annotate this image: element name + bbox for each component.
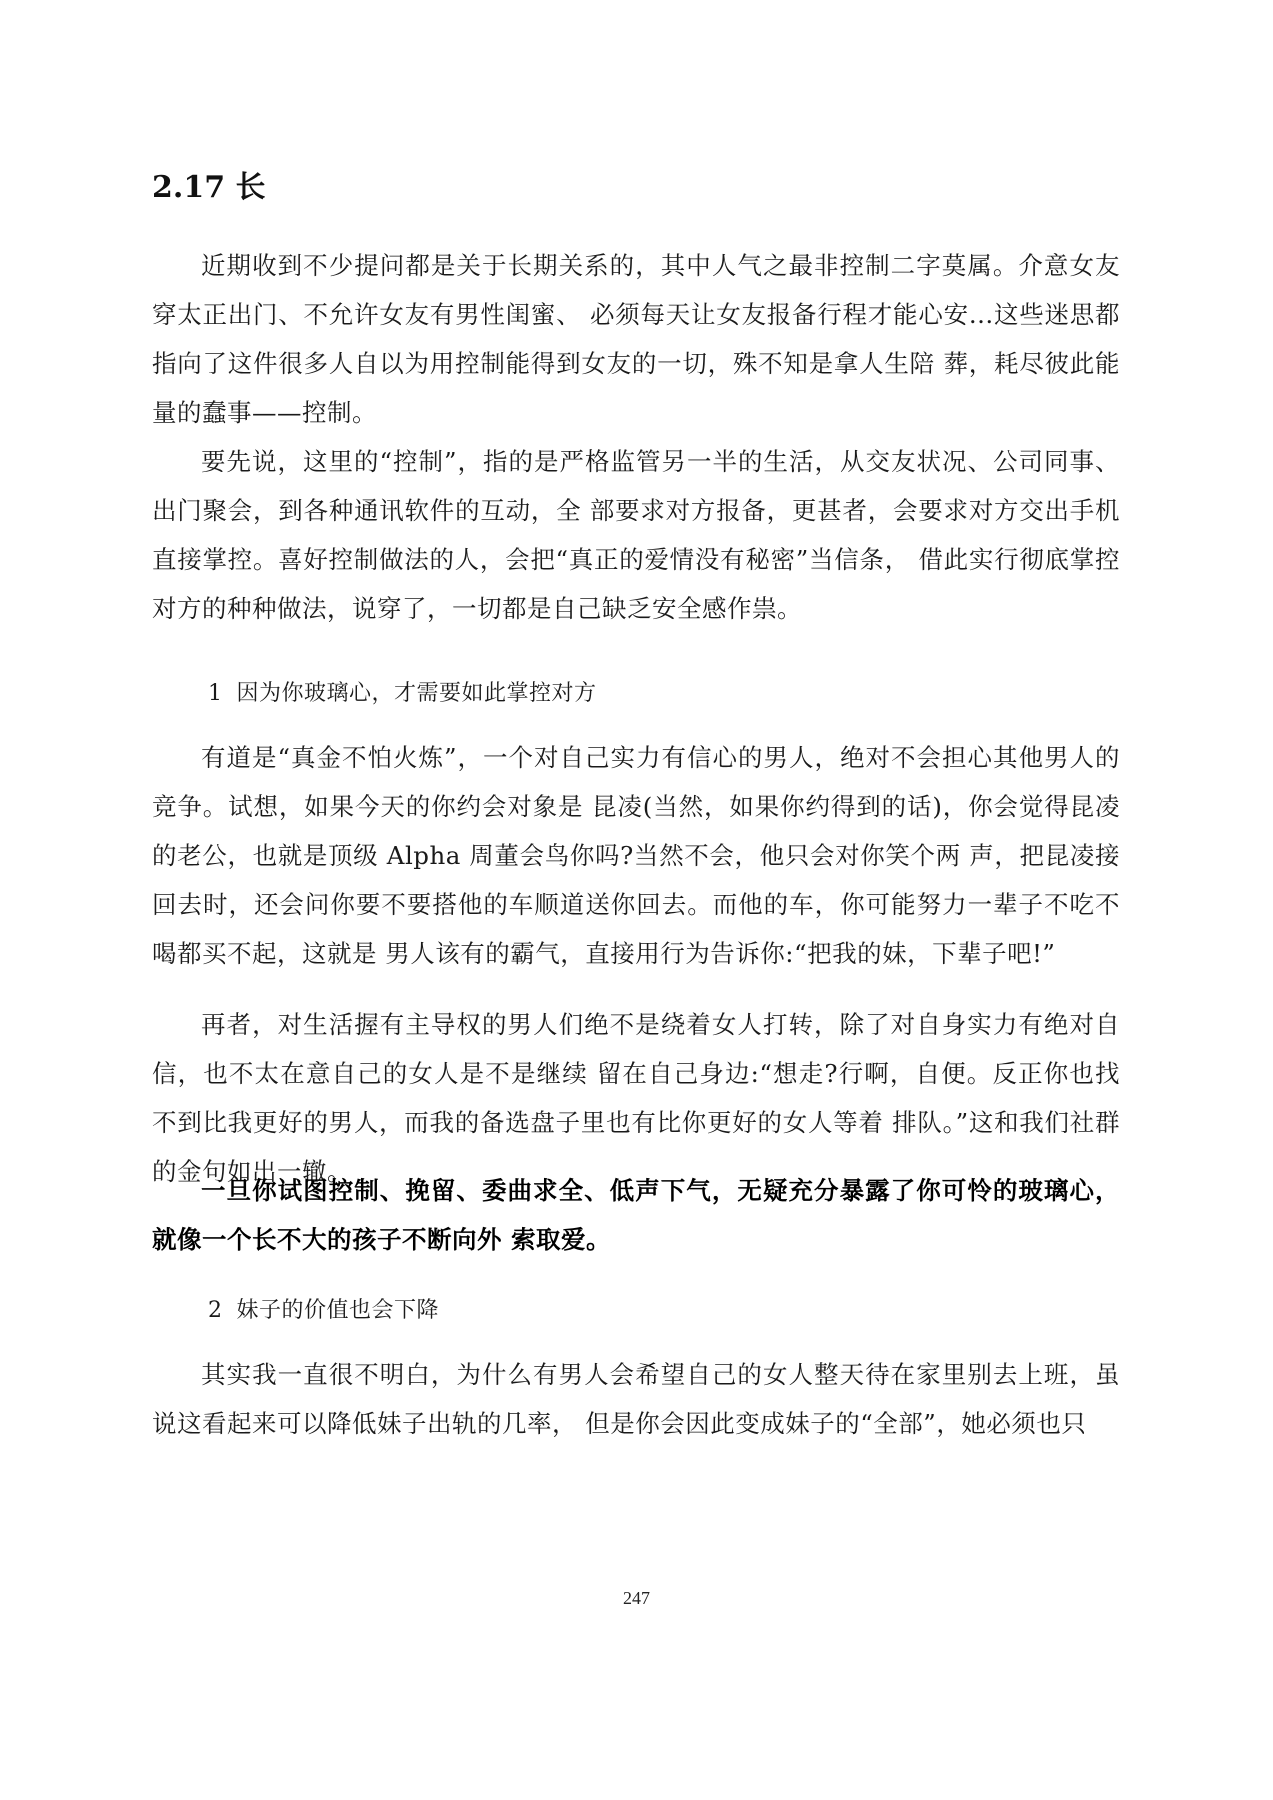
paragraph-confidence: 有道是“真金不怕火炼”，一个对自己实力有信心的男人，绝对不会担心其他男人的竞争。试想，如果今天的你约会对象是 昆凌(当然，如果你约得到的话)，你会觉得昆凌的老公，也就是顶级 Alpha 周董会鸟你吗?当然不会，他只会对你笑个两 声，把昆凌接回去时，还会问你要不要搭他的车顺道送你回去。而他的车，你可能努力一辈子不吃不喝都买不起，这就是 男人该有的霸气，直接用行为告诉你:“把我的妹，下辈子吧!” — [152, 743, 1120, 968]
page-number: 247 — [623, 1588, 650, 1608]
paragraph-intro: 近期收到不少提问都是关于长期关系的，其中人气之最非控制二字莫属。介意女友穿太正出门、不允许女友有男性闺蜜、 必须每天让女友报备行程才能心安...这些迷思都指向了这件很多人自以为用控制能得到女友的一切，殊不知是拿人生陪 葬，耗尽彼此能量的蠢事——控制。 — [152, 251, 1120, 427]
paragraph-dominance: 再者，对生活握有主导权的男人们绝不是绕着女人打转，除了对自身实力有绝对自信，也不太在意自己的女人是不是继续 留在自己身边:“想走?行啊，自便。反正你也找不到比我更好的男人，而我的备选盘子里也有比你更好的女人等着 排队。”这和我们社群的金句如出一辙。 — [152, 1010, 1120, 1186]
section-title: 长 — [235, 170, 266, 205]
paragraph-definition: 要先说，这里的“控制”，指的是严格监管另一半的生活，从交友状况、公司同事、出门聚会，到各种通讯软件的互动，全 部要求对方报备，更甚者，会要求对方交出手机直接掌控。喜好控制做法的人，会把“真正的爱情没有秘密”当信条， 借此实行彻底掌控对方的种种做法，说穿了，一切都是自己缺乏安全感作祟。 — [152, 447, 1120, 623]
subheading-1-text: 因为你玻璃心，才需要如此掌控对方 — [236, 681, 597, 706]
subheading-2 — [208, 1291, 439, 1331]
paragraph-emphasis: 一旦你试图控制、挽留、委曲求全、低声下气，无疑充分暴露了你可怜的玻璃心，就像一个长不大的孩子不断向外 索取爱。 — [152, 1176, 1120, 1254]
subheading-2-text: 妹子的价值也会下降 — [236, 1298, 440, 1323]
paragraph-value: 其实我一直很不明白，为什么有男人会希望自己的女人整天待在家里别去上班，虽说这看起来可以降低妹子出轨的几率， 但是你会因此变成妹子的“全部”，她必须也只 — [152, 1360, 1120, 1438]
section-heading — [152, 168, 266, 208]
section-number: 2.17 — [152, 170, 226, 205]
subheading-2-number: 2 — [208, 1298, 223, 1323]
subheading-1 — [208, 674, 597, 714]
subheading-1-number: 1 — [208, 681, 223, 706]
